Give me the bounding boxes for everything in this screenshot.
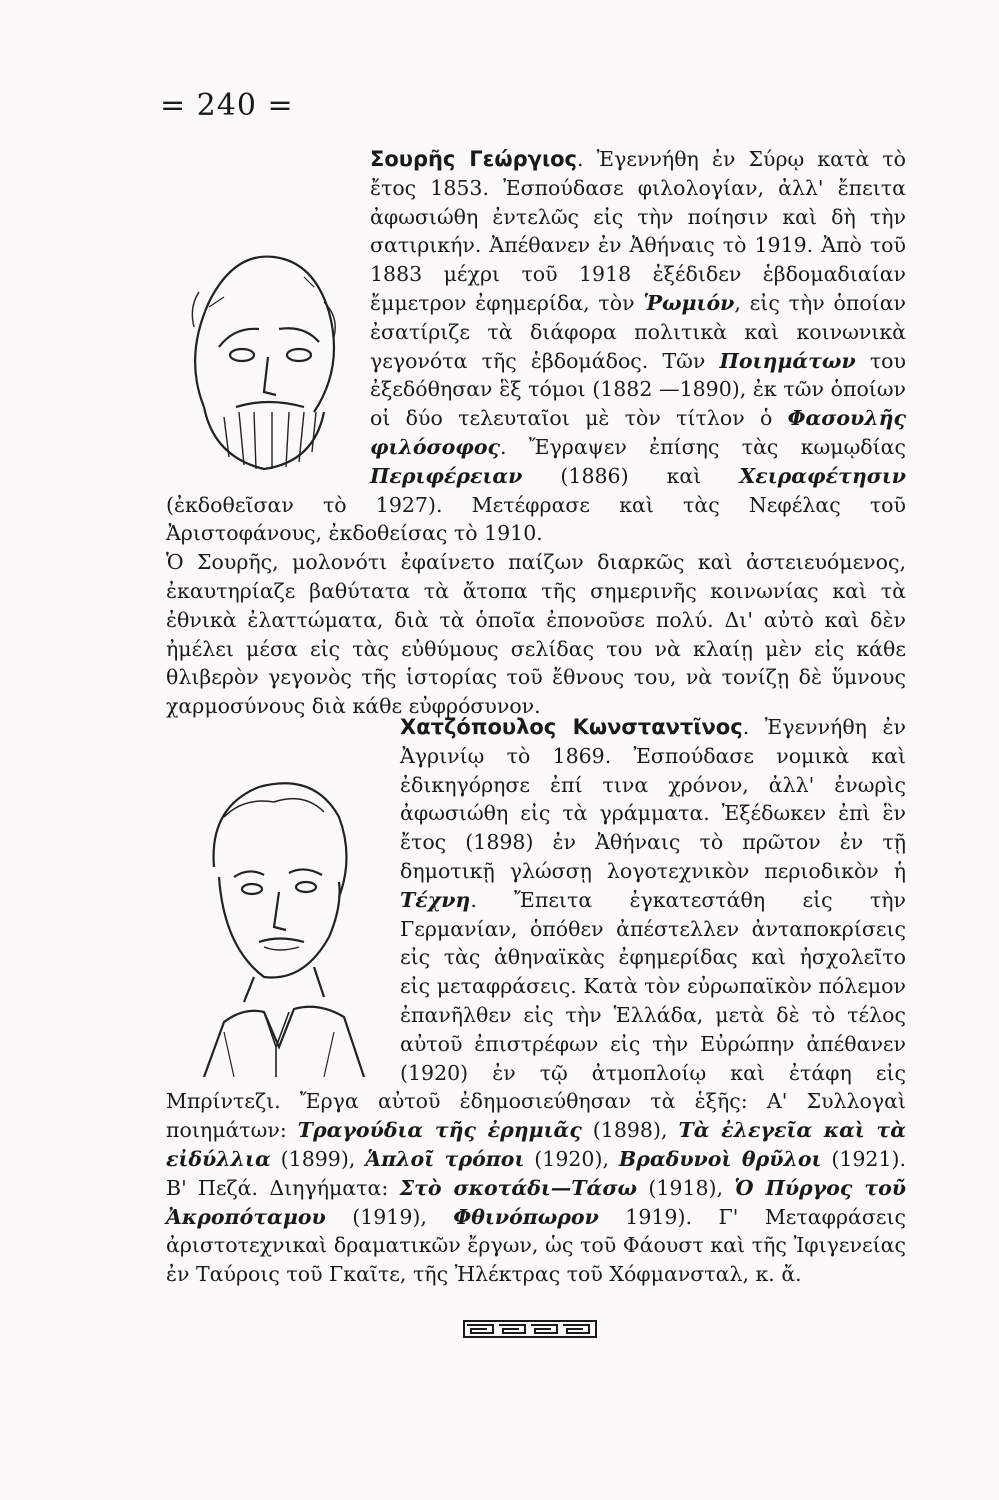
portrait-chatzopoulos-drawing	[164, 747, 384, 1077]
entry-chatzopoulos-text-h: (1919),	[325, 1204, 454, 1229]
entry-souris-text-d: . Ἔγραψεν ἐπίσης τὰς κωμῳδίας	[500, 434, 906, 459]
entry-chatzopoulos-text-f: (1921). Β' Πεζά. Διηγήματα:	[166, 1146, 907, 1200]
entry-souris-text-e: (1886) καὶ	[522, 463, 740, 488]
entry-chatzopoulos-text-i: 1919). Γ' Μεταφράσεις ἀριστοτεχνικαὶ δραματικῶν ἔργων, ὡς τοῦ Φάουστ καὶ τῆς Ἰφιγενείας ἐν Ταύροις τοῦ Γκαῖτε, τῆς Ἠλέκτρας τοῦ Χόφμανσταλ, κ. ἄ.	[166, 1204, 906, 1287]
entry-souris-text-b: , εἰς τὴν ὁποίαν ἐσατίριζε τὰ διάφορα πολιτικὰ καὶ κοινωνικὰ γεγονότα τῆς ἑβδομάδος. Τῶν	[370, 290, 907, 373]
title-elegeia: Τὰ ἐλεγεῖα καὶ τὰ εἰδύλλια	[166, 1118, 907, 1171]
entry-souris-text-a: . Ἐγεννήθη ἐν Σύρῳ κατὰ τὸ ἔτος 1853. Ἐσπούδασε φιλολογίαν, ἀλλ' ἔπειτα ἀφωσιώθη ἐντελῶς εἰς τὴν ποίησιν καὶ δὴ τὴν σατιρικήν. Ἀπέθανεν ἐν Ἀθήναις τὸ 1919. Ἀπὸ τοῦ 1883 μέχρι τοῦ 1918 ἐξέδιδεν ἑβδομαδιαίαν ἔμμετρον ἐφημερίδα, τὸν	[370, 147, 906, 315]
title-poiimaton: Ποιημάτων	[719, 348, 856, 373]
entry-chatzopoulos-text-a: . Ἐγεννήθη ἐν Ἀγρινίῳ τὸ 1869. Ἐσπούδασε νομικὰ καὶ ἐδικηγόρησε ἐπί τινα χρόνον, ἀλλ' ἐνωρὶς ἀφωσιώθη εἰς τὰ γράμματα. Ἐξέδωκεν ἐπὶ ἓν ἔτος (1898) ἐν Ἀθήναις τὸ πρῶτον ἐν τῇ δημοτικῇ γλώσσῃ λογοτεχνικὸν περιοδικὸν ἡ	[400, 715, 906, 883]
portrait-souris	[164, 207, 354, 472]
title-skotadi: Στὸ σκοτάδι—Τάσω	[399, 1175, 637, 1200]
entry-souris-text-c: του ἐξεδόθησαν ἓξ τόμοι (1882 —1890), ἐκ τῶν ὁποίων οἱ δύο τελευταῖοι μὲ τὸν τίτλον ὁ	[370, 348, 906, 431]
entry-chatzopoulos-text-g: (1918),	[636, 1175, 735, 1200]
portrait-chatzopoulos	[164, 747, 384, 1077]
title-aploi: Ἁπλοῖ τρόποι	[365, 1146, 525, 1171]
title-perifereian: Περιφέρειαν	[370, 463, 523, 488]
title-tragoudia: Τραγούδια τῆς ἐρημιᾶς	[297, 1118, 582, 1143]
entry-souris	[166, 145, 906, 721]
title-vradynoi: Βραδυνοὶ θρῦλοι	[618, 1146, 822, 1171]
entry-souris-name: Σουρῆς Γεώργιος	[370, 147, 578, 171]
title-fasoulis: Φασουλῆς φιλόσοφος	[370, 406, 906, 459]
entry-chatzopoulos	[166, 713, 906, 1289]
page-number: = 240 =	[160, 88, 294, 123]
entry-chatzopoulos-text-d: (1899),	[270, 1146, 366, 1171]
title-techni: Τέχνη	[400, 887, 471, 912]
entry-souris-paragraph-2: Ὁ Σουρῆς, μολονότι ἐφαίνετο παίζων διαρκῶς καὶ ἀστειευόμενος, ἐκαυτηρίαζε βαθύτατα τὰ ἄτοπα τῆς σημερινῆς κοινωνίας καὶ τὰ ἐθνικὰ ἐλαττώματα, διὰ τὰ ὁποῖα ἐπονοῦσε πολύ. Δι' αὐτὸ καὶ δὲν ἠμέλει μέσα εἰς τὰς εὐθύμους σελίδας του νὰ κλαίῃ μὲν εἰς κάθε θλιβερὸν γεγονὸς τῆς ἱστορίας τοῦ ἔθνους του, νὰ τονίζῃ δὲ ὕμνους χαρμοσύνους διὰ κάθε εὐφρόσυνον.	[166, 550, 906, 719]
title-cheirafetisin: Χειραφέτησιν	[739, 463, 906, 488]
title-romios: Ῥωμιόν	[643, 290, 735, 315]
portrait-souris-drawing	[164, 207, 354, 472]
title-pyrgos: Ὁ Πύργος τοῦ Ἀκροπόταμου	[166, 1175, 907, 1229]
entry-chatzopoulos-text-b: . Ἔπειτα ἐγκατεστάθη εἰς τὴν Γερμανίαν, ὁπόθεν ἀπέστελλεν ἀνταποκρίσεις εἰς τὰς ἀθηναϊκὰς ἐφημερίδας καὶ ἠσχολεῖτο εἰς μεταφράσεις. Κατὰ τὸν εὐρωπαϊκὸν πόλεμον ἐπανῆλθεν εἰς τὴν Ἑλλάδα, μετὰ δὲ τὸ τέλος αὐτοῦ ἐπιστρέφων εἰς τὴν Εὐρώπην ἀπέθανεν (1920) ἐν τῷ ἀτμοπλοίῳ καὶ ἐτάφη εἰς Μπρίντεζι. Ἔργα αὐτοῦ ἐδημοσιεύθησαν τὰ ἑξῆς: Α' Συλλογαὶ ποιημάτων:	[166, 887, 906, 1143]
entry-chatzopoulos-text-c: (1898),	[581, 1118, 679, 1143]
end-ornament	[463, 1318, 597, 1344]
title-fthinoporo: Φθινόπωρον	[453, 1204, 599, 1229]
entry-chatzopoulos-text-e: (1920),	[524, 1146, 619, 1171]
entry-chatzopoulos-name: Χατζόπουλος Κωνσταντῖνος	[400, 715, 743, 739]
entry-souris-text-f: (ἐκδοθεῖσαν τὸ 1927). Μετέφρασε καὶ τὰς Νεφέλας τοῦ Ἀριστοφάνους, ἐκδοθείσας τὸ 1910.	[166, 492, 906, 546]
